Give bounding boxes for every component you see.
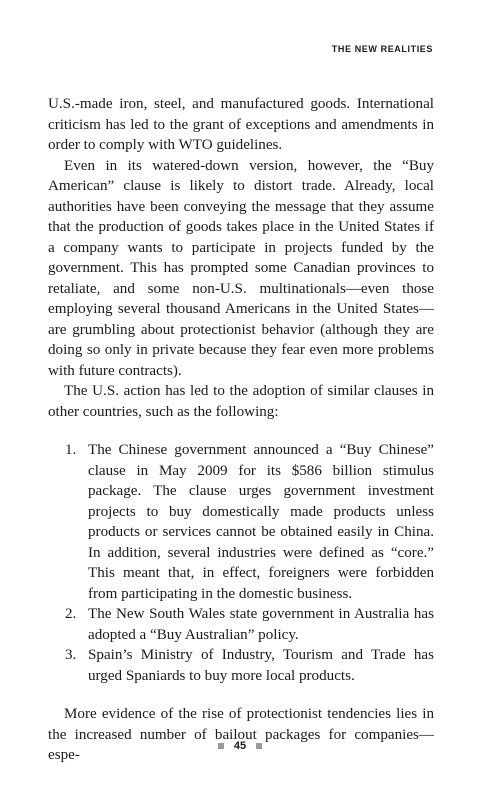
- list-item: [48, 645, 434, 686]
- list-item-text: The New South Wales state government in Australia has adopted a “Buy Australian” policy.: [88, 606, 434, 643]
- list-item-number: 2.: [65, 606, 77, 622]
- list-item: [48, 440, 434, 604]
- list-item-number: 1.: [65, 442, 77, 458]
- paragraph-similar-clauses: The U.S. action has led to the adoption of similar clauses in other countries, such as the following:: [48, 383, 434, 420]
- list-item: [48, 604, 434, 645]
- list-item-text: The Chinese government announced a “Buy Chinese” clause in May 2009 for its $586 billion stimulus package. The clause urges government investment projects to buy domestically made products unless products or services cannot be obtained easily in China. In addition, several industries were defined as “core.” This meant that, in effect, foreigners were forbidden from participating in the domestic business.: [88, 442, 434, 602]
- page-footer: [0, 740, 480, 752]
- list-item-text: Spain’s Ministry of Industry, Tourism and Trade has urged Spaniards to buy more local products.: [88, 647, 434, 684]
- paragraph-protectionist-evidence: More evidence of the rise of protectionist tendencies lies in the increased number of bailout packages for companies—espe-: [48, 706, 434, 763]
- list-item-number: 3.: [65, 647, 77, 663]
- square-bullet-icon: [218, 743, 224, 749]
- page-number: 45: [233, 740, 247, 753]
- paragraph-continued: U.S.-made iron, steel, and manufactured goods. International criticism has led to the grant of exceptions and amendments in order to comply with WTO guidelines.: [48, 96, 434, 153]
- square-bullet-icon: [256, 743, 262, 749]
- running-head: THE NEW REALITIES: [331, 44, 433, 54]
- paragraph-buy-american: Even in its watered-down version, however, the “Buy American” clause is likely to distort trade. Already, local authorities have been conveying the message that they assume that the production of goods takes place in the United States if a company wants to participate in projects funded by the government. This has prompted some Canadian provinces to retaliate, and some non-U.S. multinationals—even those employing several thousand Americans in the United States—are grumbling about protectionist behavior (although they are doing so only in private because they fear even more problems with future contracts).: [48, 157, 434, 379]
- body-text: [48, 94, 434, 766]
- numbered-list: [48, 440, 434, 686]
